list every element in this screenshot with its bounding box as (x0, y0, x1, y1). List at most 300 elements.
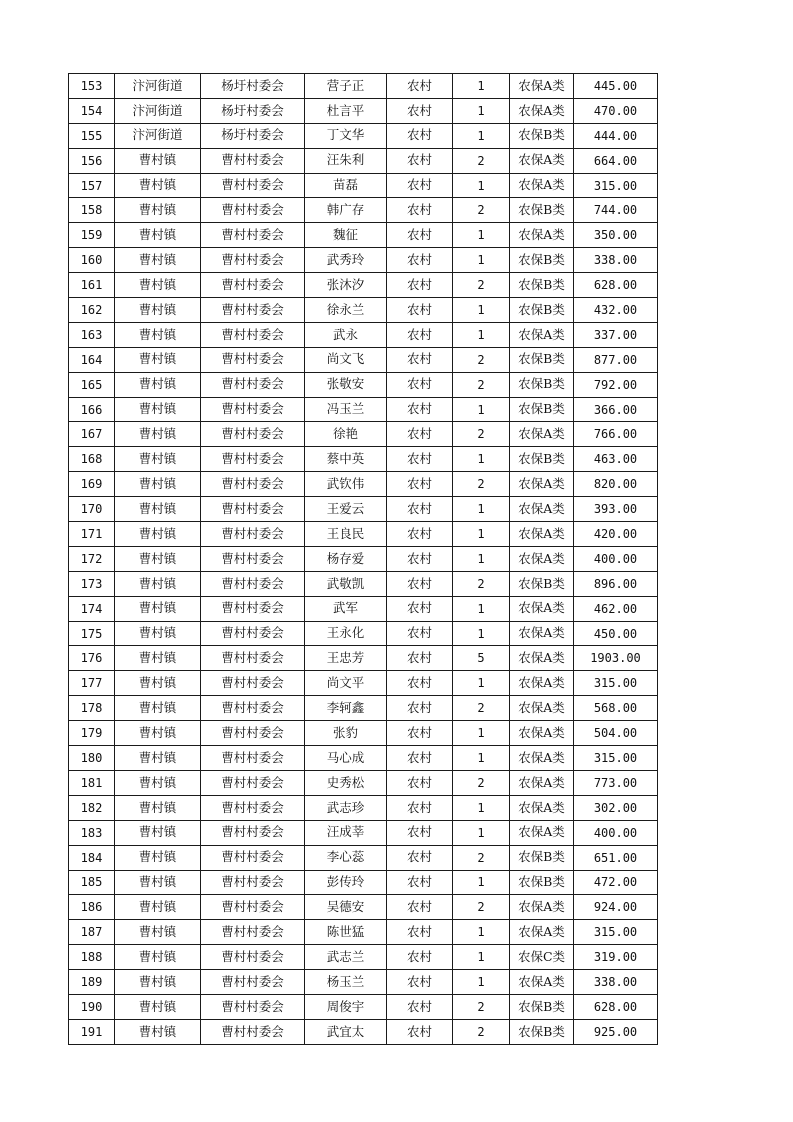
village-cell: 曹村村委会 (201, 298, 305, 323)
household-type-cell: 农村 (387, 422, 453, 447)
persons-cell: 1 (453, 970, 510, 995)
amount-cell: 925.00 (574, 1019, 658, 1044)
amount-cell: 315.00 (574, 746, 658, 771)
table-row (69, 920, 658, 945)
household-type-cell: 农村 (387, 472, 453, 497)
town-cell: 曹村镇 (115, 970, 201, 995)
table-row (69, 746, 658, 771)
persons-cell: 1 (453, 945, 510, 970)
town-cell: 曹村镇 (115, 298, 201, 323)
category-cell: 农保C类 (510, 945, 574, 970)
persons-cell: 1 (453, 795, 510, 820)
town-cell: 曹村镇 (115, 795, 201, 820)
village-cell: 杨圩村委会 (201, 98, 305, 123)
name-cell: 汪朱利 (305, 148, 387, 173)
village-cell: 曹村村委会 (201, 322, 305, 347)
table-row (69, 721, 658, 746)
household-type-cell: 农村 (387, 571, 453, 596)
town-cell: 曹村镇 (115, 372, 201, 397)
village-cell: 曹村村委会 (201, 571, 305, 596)
household-type-cell: 农村 (387, 845, 453, 870)
amount-cell: 628.00 (574, 273, 658, 298)
household-type-cell: 农村 (387, 223, 453, 248)
amount-cell: 350.00 (574, 223, 658, 248)
persons-cell: 1 (453, 596, 510, 621)
persons-cell: 1 (453, 173, 510, 198)
serial-cell: 171 (69, 522, 115, 547)
serial-cell: 178 (69, 696, 115, 721)
household-type-cell: 农村 (387, 198, 453, 223)
category-cell: 农保A类 (510, 223, 574, 248)
table-row (69, 472, 658, 497)
amount-cell: 445.00 (574, 74, 658, 99)
town-cell: 曹村镇 (115, 696, 201, 721)
town-cell: 曹村镇 (115, 596, 201, 621)
serial-cell: 165 (69, 372, 115, 397)
table-row (69, 273, 658, 298)
town-cell: 曹村镇 (115, 447, 201, 472)
table-row (69, 895, 658, 920)
amount-cell: 315.00 (574, 920, 658, 945)
name-cell: 李心蕊 (305, 845, 387, 870)
category-cell: 农保A类 (510, 970, 574, 995)
town-cell: 曹村镇 (115, 870, 201, 895)
serial-cell: 175 (69, 621, 115, 646)
category-cell: 农保A类 (510, 148, 574, 173)
household-type-cell: 农村 (387, 522, 453, 547)
village-cell: 曹村村委会 (201, 223, 305, 248)
table-row (69, 870, 658, 895)
serial-cell: 179 (69, 721, 115, 746)
household-type-cell: 农村 (387, 596, 453, 621)
table-row (69, 248, 658, 273)
serial-cell: 176 (69, 646, 115, 671)
amount-cell: 504.00 (574, 721, 658, 746)
village-cell: 曹村村委会 (201, 497, 305, 522)
village-cell: 杨圩村委会 (201, 123, 305, 148)
category-cell: 农保A类 (510, 746, 574, 771)
town-cell: 曹村镇 (115, 895, 201, 920)
village-cell: 曹村村委会 (201, 920, 305, 945)
town-cell: 汴河街道 (115, 98, 201, 123)
persons-cell: 5 (453, 646, 510, 671)
persons-cell: 1 (453, 497, 510, 522)
name-cell: 武志珍 (305, 795, 387, 820)
name-cell: 营子正 (305, 74, 387, 99)
household-type-cell: 农村 (387, 721, 453, 746)
household-type-cell: 农村 (387, 497, 453, 522)
persons-cell: 2 (453, 994, 510, 1019)
village-cell: 曹村村委会 (201, 696, 305, 721)
name-cell: 杨存爱 (305, 546, 387, 571)
household-type-cell: 农村 (387, 372, 453, 397)
persons-cell: 1 (453, 621, 510, 646)
name-cell: 魏征 (305, 223, 387, 248)
name-cell: 王忠芳 (305, 646, 387, 671)
category-cell: 农保A类 (510, 422, 574, 447)
serial-cell: 160 (69, 248, 115, 273)
table-row (69, 820, 658, 845)
name-cell: 张豹 (305, 721, 387, 746)
household-type-cell: 农村 (387, 621, 453, 646)
amount-cell: 651.00 (574, 845, 658, 870)
table-row (69, 770, 658, 795)
serial-cell: 173 (69, 571, 115, 596)
village-cell: 曹村村委会 (201, 621, 305, 646)
persons-cell: 1 (453, 74, 510, 99)
table-row (69, 994, 658, 1019)
persons-cell: 2 (453, 198, 510, 223)
town-cell: 曹村镇 (115, 920, 201, 945)
household-type-cell: 农村 (387, 1019, 453, 1044)
town-cell: 曹村镇 (115, 198, 201, 223)
village-cell: 曹村村委会 (201, 970, 305, 995)
persons-cell: 1 (453, 123, 510, 148)
persons-cell: 1 (453, 447, 510, 472)
name-cell: 吴德安 (305, 895, 387, 920)
amount-cell: 315.00 (574, 671, 658, 696)
town-cell: 曹村镇 (115, 422, 201, 447)
table-row (69, 671, 658, 696)
town-cell: 曹村镇 (115, 945, 201, 970)
persons-cell: 1 (453, 546, 510, 571)
village-cell: 曹村村委会 (201, 895, 305, 920)
category-cell: 农保A类 (510, 546, 574, 571)
amount-cell: 337.00 (574, 322, 658, 347)
village-cell: 曹村村委会 (201, 372, 305, 397)
town-cell: 曹村镇 (115, 770, 201, 795)
name-cell: 尚文平 (305, 671, 387, 696)
amount-cell: 820.00 (574, 472, 658, 497)
village-cell: 杨圩村委会 (201, 74, 305, 99)
amount-cell: 924.00 (574, 895, 658, 920)
village-cell: 曹村村委会 (201, 870, 305, 895)
amount-cell: 568.00 (574, 696, 658, 721)
town-cell: 曹村镇 (115, 522, 201, 547)
amount-cell: 315.00 (574, 173, 658, 198)
name-cell: 武宜太 (305, 1019, 387, 1044)
name-cell: 武钦伟 (305, 472, 387, 497)
village-cell: 曹村村委会 (201, 795, 305, 820)
serial-cell: 172 (69, 546, 115, 571)
persons-cell: 1 (453, 98, 510, 123)
category-cell: 农保A类 (510, 173, 574, 198)
amount-cell: 1903.00 (574, 646, 658, 671)
household-type-cell: 农村 (387, 820, 453, 845)
name-cell: 蔡中英 (305, 447, 387, 472)
amount-cell: 463.00 (574, 447, 658, 472)
table-row (69, 845, 658, 870)
table-row (69, 322, 658, 347)
name-cell: 张沐汐 (305, 273, 387, 298)
amount-cell: 470.00 (574, 98, 658, 123)
table-row (69, 74, 658, 99)
name-cell: 张敬安 (305, 372, 387, 397)
category-cell: 农保A类 (510, 795, 574, 820)
serial-cell: 188 (69, 945, 115, 970)
village-cell: 曹村村委会 (201, 347, 305, 372)
table-row (69, 148, 658, 173)
table-row (69, 422, 658, 447)
category-cell: 农保A类 (510, 770, 574, 795)
serial-cell: 166 (69, 397, 115, 422)
village-cell: 曹村村委会 (201, 472, 305, 497)
town-cell: 曹村镇 (115, 721, 201, 746)
town-cell: 曹村镇 (115, 223, 201, 248)
persons-cell: 1 (453, 721, 510, 746)
table-row (69, 621, 658, 646)
category-cell: 农保A类 (510, 74, 574, 99)
persons-cell: 2 (453, 347, 510, 372)
serial-cell: 168 (69, 447, 115, 472)
serial-cell: 154 (69, 98, 115, 123)
village-cell: 曹村村委会 (201, 522, 305, 547)
household-type-cell: 农村 (387, 248, 453, 273)
serial-cell: 181 (69, 770, 115, 795)
village-cell: 曹村村委会 (201, 447, 305, 472)
table-row (69, 347, 658, 372)
table-row (69, 970, 658, 995)
village-cell: 曹村村委会 (201, 671, 305, 696)
household-type-cell: 农村 (387, 746, 453, 771)
amount-cell: 338.00 (574, 970, 658, 995)
town-cell: 曹村镇 (115, 820, 201, 845)
persons-cell: 1 (453, 397, 510, 422)
persons-cell: 2 (453, 148, 510, 173)
town-cell: 曹村镇 (115, 994, 201, 1019)
serial-cell: 190 (69, 994, 115, 1019)
amount-cell: 766.00 (574, 422, 658, 447)
town-cell: 曹村镇 (115, 397, 201, 422)
category-cell: 农保A类 (510, 920, 574, 945)
category-cell: 农保A类 (510, 895, 574, 920)
category-cell: 农保B类 (510, 845, 574, 870)
household-type-cell: 农村 (387, 298, 453, 323)
table-row (69, 497, 658, 522)
category-cell: 农保A类 (510, 820, 574, 845)
name-cell: 陈世猛 (305, 920, 387, 945)
persons-cell: 1 (453, 522, 510, 547)
village-cell: 曹村村委会 (201, 198, 305, 223)
category-cell: 农保A类 (510, 671, 574, 696)
table-row (69, 123, 658, 148)
serial-cell: 182 (69, 795, 115, 820)
name-cell: 韩广存 (305, 198, 387, 223)
serial-cell: 167 (69, 422, 115, 447)
category-cell: 农保B类 (510, 994, 574, 1019)
household-type-cell: 农村 (387, 671, 453, 696)
serial-cell: 170 (69, 497, 115, 522)
serial-cell: 185 (69, 870, 115, 895)
table-row (69, 945, 658, 970)
category-cell: 农保A类 (510, 646, 574, 671)
name-cell: 王爱云 (305, 497, 387, 522)
name-cell: 冯玉兰 (305, 397, 387, 422)
household-type-cell: 农村 (387, 945, 453, 970)
name-cell: 李轲鑫 (305, 696, 387, 721)
persons-cell: 2 (453, 571, 510, 596)
village-cell: 曹村村委会 (201, 397, 305, 422)
category-cell: 农保B类 (510, 447, 574, 472)
town-cell: 曹村镇 (115, 173, 201, 198)
serial-cell: 162 (69, 298, 115, 323)
name-cell: 杜言平 (305, 98, 387, 123)
household-type-cell: 农村 (387, 870, 453, 895)
household-type-cell: 农村 (387, 795, 453, 820)
town-cell: 曹村镇 (115, 248, 201, 273)
category-cell: 农保B类 (510, 347, 574, 372)
serial-cell: 153 (69, 74, 115, 99)
town-cell: 曹村镇 (115, 546, 201, 571)
persons-cell: 1 (453, 746, 510, 771)
persons-cell: 2 (453, 845, 510, 870)
name-cell: 丁文华 (305, 123, 387, 148)
category-cell: 农保A类 (510, 522, 574, 547)
serial-cell: 189 (69, 970, 115, 995)
serial-cell: 161 (69, 273, 115, 298)
serial-cell: 180 (69, 746, 115, 771)
name-cell: 杨玉兰 (305, 970, 387, 995)
amount-cell: 338.00 (574, 248, 658, 273)
category-cell: 农保B类 (510, 273, 574, 298)
name-cell: 徐艳 (305, 422, 387, 447)
persons-cell: 2 (453, 895, 510, 920)
household-type-cell: 农村 (387, 322, 453, 347)
amount-cell: 366.00 (574, 397, 658, 422)
amount-cell: 302.00 (574, 795, 658, 820)
serial-cell: 163 (69, 322, 115, 347)
village-cell: 曹村村委会 (201, 422, 305, 447)
household-type-cell: 农村 (387, 994, 453, 1019)
persons-cell: 1 (453, 820, 510, 845)
table-row (69, 173, 658, 198)
village-cell: 曹村村委会 (201, 148, 305, 173)
persons-cell: 1 (453, 322, 510, 347)
town-cell: 曹村镇 (115, 273, 201, 298)
amount-cell: 400.00 (574, 820, 658, 845)
category-cell: 农保A类 (510, 322, 574, 347)
persons-cell: 2 (453, 273, 510, 298)
household-type-cell: 农村 (387, 123, 453, 148)
table-row (69, 447, 658, 472)
amount-cell: 896.00 (574, 571, 658, 596)
amount-cell: 877.00 (574, 347, 658, 372)
amount-cell: 744.00 (574, 198, 658, 223)
relief-roster-table (68, 73, 658, 1045)
village-cell: 曹村村委会 (201, 945, 305, 970)
town-cell: 曹村镇 (115, 472, 201, 497)
serial-cell: 158 (69, 198, 115, 223)
village-cell: 曹村村委会 (201, 248, 305, 273)
table-row (69, 223, 658, 248)
name-cell: 苗磊 (305, 173, 387, 198)
category-cell: 农保B类 (510, 1019, 574, 1044)
persons-cell: 1 (453, 223, 510, 248)
amount-cell: 664.00 (574, 148, 658, 173)
town-cell: 曹村镇 (115, 1019, 201, 1044)
serial-cell: 184 (69, 845, 115, 870)
amount-cell: 792.00 (574, 372, 658, 397)
town-cell: 曹村镇 (115, 148, 201, 173)
serial-cell: 177 (69, 671, 115, 696)
name-cell: 汪成莘 (305, 820, 387, 845)
village-cell: 曹村村委会 (201, 273, 305, 298)
persons-cell: 2 (453, 696, 510, 721)
table-row (69, 198, 658, 223)
village-cell: 曹村村委会 (201, 646, 305, 671)
village-cell: 曹村村委会 (201, 746, 305, 771)
town-cell: 汴河街道 (115, 74, 201, 99)
town-cell: 曹村镇 (115, 621, 201, 646)
name-cell: 彭传玲 (305, 870, 387, 895)
category-cell: 农保A类 (510, 472, 574, 497)
town-cell: 曹村镇 (115, 746, 201, 771)
name-cell: 周俊宇 (305, 994, 387, 1019)
persons-cell: 1 (453, 248, 510, 273)
name-cell: 史秀松 (305, 770, 387, 795)
table-row (69, 696, 658, 721)
village-cell: 曹村村委会 (201, 820, 305, 845)
table-row (69, 372, 658, 397)
amount-cell: 450.00 (574, 621, 658, 646)
category-cell: 农保A类 (510, 621, 574, 646)
name-cell: 武军 (305, 596, 387, 621)
town-cell: 曹村镇 (115, 571, 201, 596)
village-cell: 曹村村委会 (201, 721, 305, 746)
household-type-cell: 农村 (387, 696, 453, 721)
table-row (69, 571, 658, 596)
serial-cell: 159 (69, 223, 115, 248)
household-type-cell: 农村 (387, 447, 453, 472)
name-cell: 徐永兰 (305, 298, 387, 323)
persons-cell: 2 (453, 422, 510, 447)
serial-cell: 164 (69, 347, 115, 372)
serial-cell: 186 (69, 895, 115, 920)
name-cell: 马心成 (305, 746, 387, 771)
name-cell: 武志兰 (305, 945, 387, 970)
category-cell: 农保A类 (510, 721, 574, 746)
persons-cell: 1 (453, 671, 510, 696)
serial-cell: 191 (69, 1019, 115, 1044)
town-cell: 曹村镇 (115, 347, 201, 372)
name-cell: 王永化 (305, 621, 387, 646)
amount-cell: 773.00 (574, 770, 658, 795)
persons-cell: 1 (453, 870, 510, 895)
category-cell: 农保B类 (510, 397, 574, 422)
persons-cell: 2 (453, 472, 510, 497)
category-cell: 农保B类 (510, 372, 574, 397)
category-cell: 农保A类 (510, 497, 574, 522)
town-cell: 曹村镇 (115, 845, 201, 870)
serial-cell: 157 (69, 173, 115, 198)
table-row (69, 298, 658, 323)
amount-cell: 444.00 (574, 123, 658, 148)
table-row (69, 546, 658, 571)
household-type-cell: 农村 (387, 173, 453, 198)
town-cell: 曹村镇 (115, 497, 201, 522)
persons-cell: 2 (453, 372, 510, 397)
category-cell: 农保B类 (510, 123, 574, 148)
amount-cell: 393.00 (574, 497, 658, 522)
table-body (69, 74, 658, 1045)
village-cell: 曹村村委会 (201, 994, 305, 1019)
amount-cell: 420.00 (574, 522, 658, 547)
persons-cell: 2 (453, 770, 510, 795)
persons-cell: 1 (453, 298, 510, 323)
household-type-cell: 农村 (387, 920, 453, 945)
household-type-cell: 农村 (387, 770, 453, 795)
town-cell: 曹村镇 (115, 322, 201, 347)
